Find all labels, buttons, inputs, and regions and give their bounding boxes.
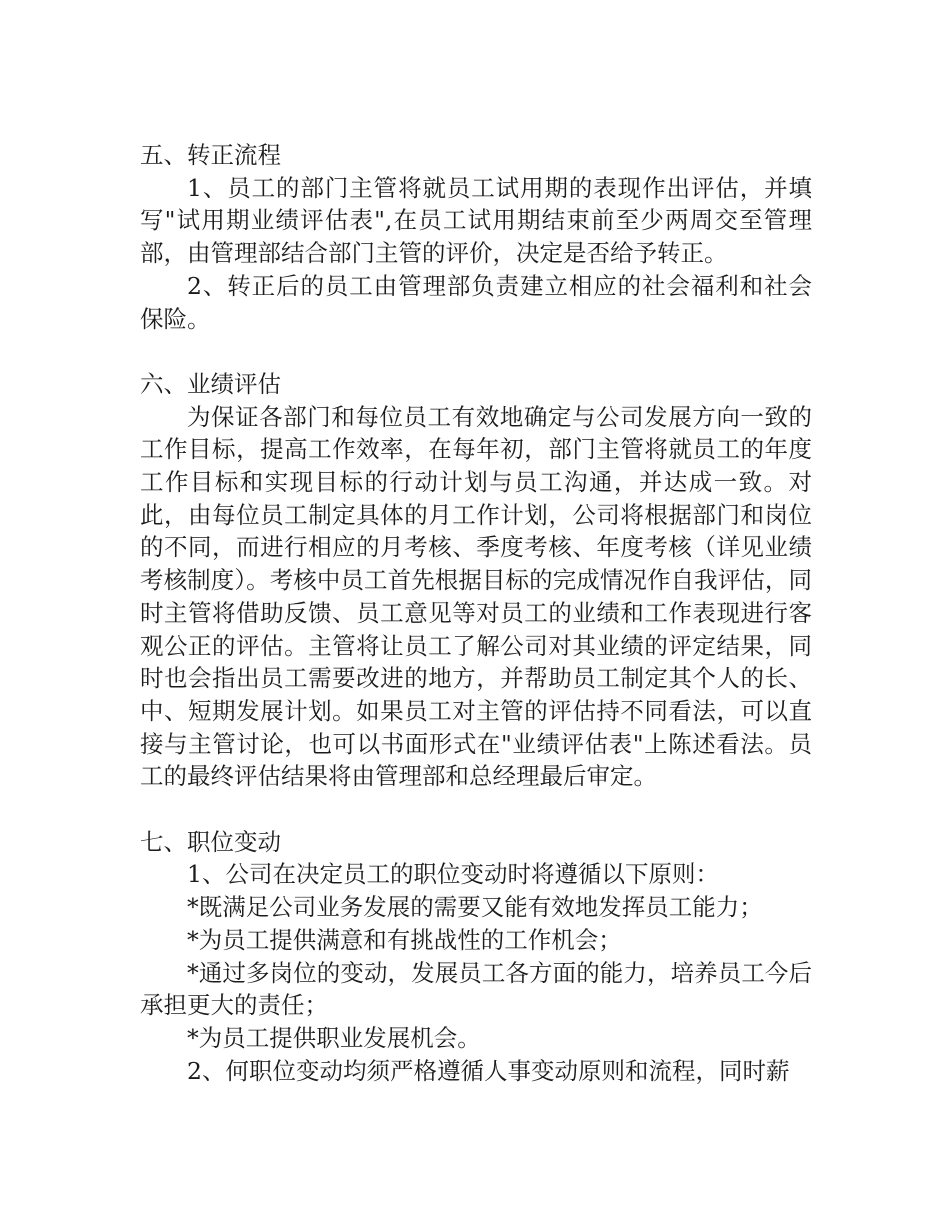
section-performance-evaluation <box>140 368 812 793</box>
section-probation-confirmation <box>140 139 812 335</box>
paragraph: 1、员工的部门主管将就员工试用期的表现作出评估，并填写"试用期业绩评估表",在员工试用期结束前至少两周交至管理部，由管理部结合部门主管的评价，决定是否给予转正。 <box>140 173 812 268</box>
section-heading: 六、业绩评估 <box>140 369 281 398</box>
paragraph: 1、公司在决定员工的职位变动时将遵循以下原则： <box>187 860 719 889</box>
section-heading: 五、转正流程 <box>140 141 281 169</box>
section-heading: 七、职位变动 <box>140 827 281 856</box>
paragraph: *为员工提供职业发展机会。 <box>187 1023 481 1052</box>
paragraph: 2、何职位变动均须严格遵循人事变动原则和流程，同时薪 <box>187 1056 790 1085</box>
document-page <box>140 139 812 1087</box>
section-position-change <box>140 826 812 1088</box>
paragraph: *通过多岗位的变动，发展员工各方面的能力，培养员工今后承担更大的责任； <box>140 958 812 1020</box>
paragraph: *为员工提供满意和有挑战性的工作机会； <box>187 925 622 954</box>
paragraph: 为保证各部门和每位员工有效地确定与公司发展方向一致的工作目标，提高工作效率，在每年初，部门主管将就员工的年度工作目标和实现目标的行动计划与员工沟通，并达成一致。对此，由每位员工制定具体的月工作计划，公司将根据部门和岗位的不同，而进行相应的月考核、季度考核、年度考核（详见业绩考核制度）。考核中员工首先根据目标的完成情况作自我评估，同时主管将借助反馈、员工意见等对员工的业绩和工作表现进行客观公正的评估。主管将让员工了解公司对其业绩的评定结果，同时也会指出员工需要改进的地方，并帮助员工制定其个人的长、中、短期发展计划。如果员工对主管的评估持不同看法，可以直接与主管讨论，也可以书面形式在"业绩评估表"上陈述看法。员工的最终评估结果将由管理部和总经理最后审定。 <box>140 402 812 791</box>
paragraph: 2、转正后的员工由管理部负责建立相应的社会福利和社会保险。 <box>140 271 812 333</box>
paragraph: *既满足公司业务发展的需要又能有效地发挥员工能力； <box>187 893 763 922</box>
